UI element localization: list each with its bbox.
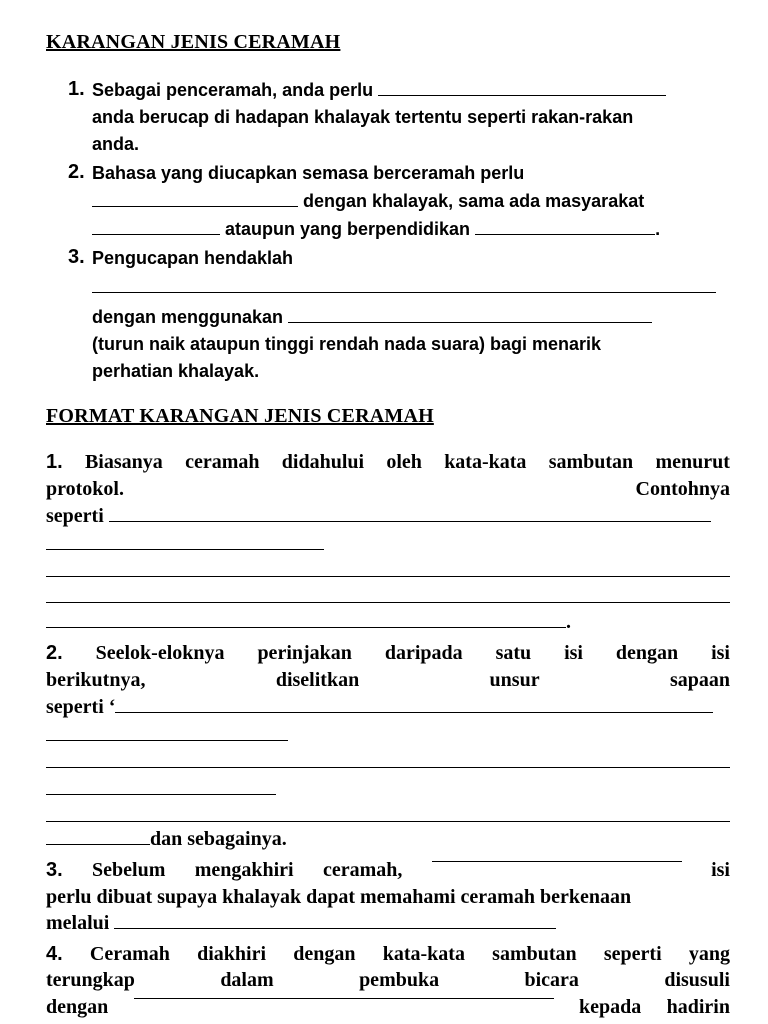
word: Sebelum	[92, 859, 166, 881]
answer-blank[interactable]	[134, 997, 554, 999]
answer-blank[interactable]	[92, 233, 220, 235]
answer-blank[interactable]	[475, 233, 655, 235]
word: oleh	[386, 451, 422, 473]
word: pembuka	[359, 969, 440, 991]
word: satu	[495, 642, 532, 664]
answer-blank[interactable]	[109, 520, 711, 522]
item-line: anda.	[92, 134, 140, 154]
word: hadirin	[666, 996, 730, 1018]
item-line-justified	[46, 479, 730, 499]
item-number: 1.	[46, 451, 63, 473]
word: dengan	[615, 642, 679, 664]
item-text: seperti ‘	[46, 696, 116, 718]
word: perinjakan	[257, 642, 352, 664]
answer-line[interactable]	[46, 549, 324, 550]
item-line	[92, 220, 660, 238]
word: menurut	[655, 451, 730, 473]
word: Biasanya	[84, 451, 163, 473]
word: sambutan	[548, 451, 634, 473]
answer-blank[interactable]	[432, 860, 682, 862]
item-line-justified	[46, 860, 730, 880]
item-text: .	[566, 611, 571, 633]
item-line-justified	[46, 944, 730, 964]
word: dengan	[46, 996, 109, 1018]
word: ceramah,	[322, 859, 403, 881]
item-text: melalui	[46, 912, 110, 934]
word: berikutnya,	[46, 669, 146, 691]
item-line: perhatian khalayak.	[92, 361, 260, 381]
word: diakhiri	[197, 943, 267, 965]
word: kepada	[579, 996, 642, 1018]
word: isi	[711, 859, 730, 881]
word: Contohnya	[635, 478, 730, 500]
answer-line[interactable]	[46, 740, 288, 741]
word: diselitkan	[275, 669, 360, 691]
item-text: .	[655, 219, 661, 239]
word: isi	[711, 642, 730, 664]
word: seperti	[603, 943, 662, 965]
item-line	[46, 697, 713, 717]
item-line: anda berucap di hadapan khalayak tertentu seperti rakan-rakan	[92, 107, 634, 127]
word: isi	[564, 642, 583, 664]
item-line	[46, 829, 287, 849]
item-line: Pengucapan hendaklah	[92, 248, 294, 268]
item-line-justified	[46, 643, 730, 663]
answer-line[interactable]	[46, 767, 730, 768]
item-number: 2.	[46, 642, 63, 664]
answer-line[interactable]	[46, 794, 276, 795]
item-text: ataupun yang berpendidikan	[225, 219, 471, 239]
answer-blank[interactable]	[115, 711, 713, 713]
answer-line[interactable]	[46, 821, 730, 822]
item-number: 3.	[68, 246, 85, 268]
item-line	[92, 192, 644, 210]
item-text: Sebagai penceramah, anda perlu	[92, 80, 374, 100]
word: daripada	[384, 642, 463, 664]
item-line-justified	[46, 997, 730, 1017]
word: protokol.	[46, 478, 124, 500]
word: mengakhiri	[194, 859, 294, 881]
word: unsur	[489, 669, 540, 691]
item-line	[92, 308, 652, 326]
item-line	[46, 506, 711, 526]
item-line	[46, 913, 556, 933]
word: terungkap	[46, 969, 135, 991]
item-number: 2.	[68, 161, 85, 183]
word: didahului	[281, 451, 365, 473]
item-line-justified	[46, 970, 730, 990]
item-number: 4.	[46, 943, 63, 965]
answer-blank[interactable]	[288, 321, 652, 323]
item-line: (turun naik ataupun tinggi rendah nada suara) bagi menarik	[92, 334, 602, 354]
item-line	[46, 612, 571, 632]
word: Ceramah	[89, 943, 170, 965]
answer-blank[interactable]	[92, 205, 298, 207]
section-title-karangan: KARANGAN JENIS CERAMAH	[46, 31, 341, 53]
answer-blank[interactable]	[114, 927, 556, 929]
word: yang	[688, 943, 730, 965]
item-line-justified	[46, 670, 730, 690]
answer-blank[interactable]	[46, 626, 566, 628]
word: bicara	[524, 969, 579, 991]
word: Seelok-eloknya	[95, 642, 225, 664]
item-text: dengan khalayak, sama ada masyarakat	[303, 191, 645, 211]
item-number: 3.	[46, 859, 63, 881]
item-text: dengan menggunakan	[92, 307, 284, 327]
answer-line[interactable]	[92, 292, 716, 293]
word: disusuli	[664, 969, 730, 991]
item-line: Bahasa yang diucapkan semasa berceramah perlu	[92, 163, 525, 183]
answer-line[interactable]	[46, 576, 730, 577]
answer-blank[interactable]	[46, 843, 150, 845]
answer-blank[interactable]	[378, 94, 666, 96]
word: kata-kata	[444, 451, 527, 473]
word: ceramah	[185, 451, 260, 473]
item-line: perlu dibuat supaya khalayak dapat memahami ceramah berkenaan	[46, 886, 632, 908]
word: sambutan	[492, 943, 577, 965]
word: dalam	[220, 969, 274, 991]
word: sapaan	[669, 669, 730, 691]
word: kata-kata	[382, 943, 465, 965]
section-title-format: FORMAT KARANGAN JENIS CERAMAH	[46, 405, 434, 427]
item-text: seperti	[46, 505, 104, 527]
word: dengan	[293, 943, 356, 965]
item-number: 1.	[68, 78, 85, 100]
item-line-justified	[46, 452, 730, 472]
item-line	[92, 81, 666, 99]
item-text: dan sebagainya.	[150, 828, 287, 850]
answer-line[interactable]	[46, 602, 730, 603]
